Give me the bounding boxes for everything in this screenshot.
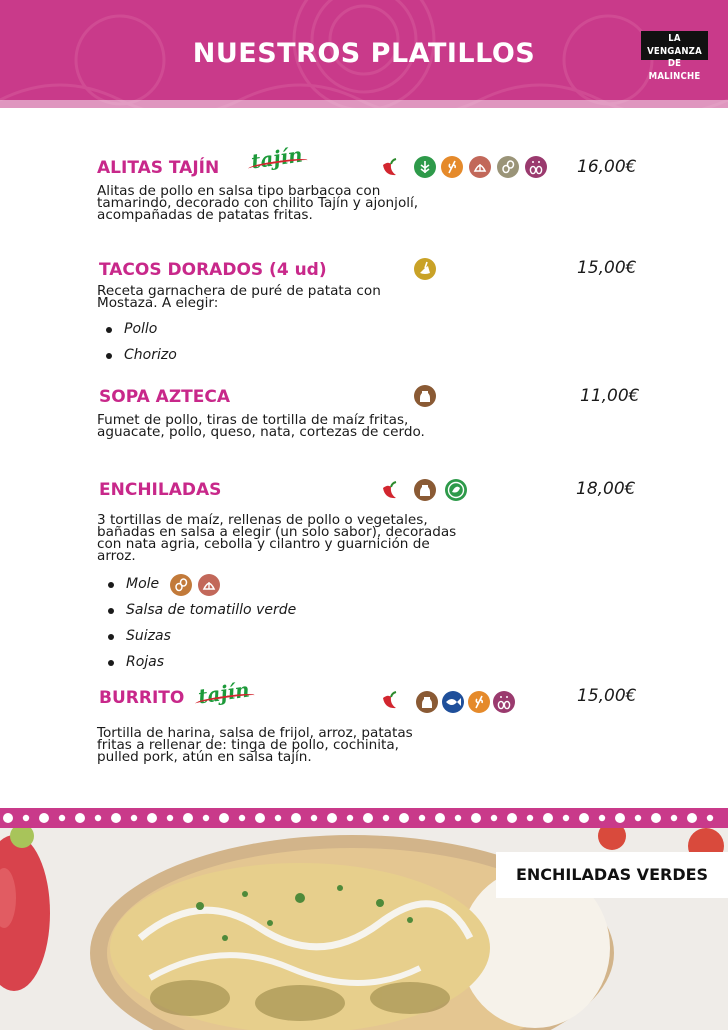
band-dot [635, 815, 641, 821]
desc-line: pulled pork, atún en salsa tajín. [97, 749, 312, 765]
dish-name: ALITAS TAJÍN [97, 158, 220, 178]
dish-price: 18,00€ [576, 479, 636, 499]
band-dot [707, 815, 713, 821]
option-item: Mole [126, 576, 160, 592]
desc-line: bañadas en salsa a elegir (un solo sabor), decoradas [97, 524, 457, 540]
band-dot [111, 813, 121, 823]
desc-line: Mostaza. A elegir: [97, 295, 219, 311]
band-dot [75, 813, 85, 823]
dots-pattern [0, 808, 728, 828]
brand-logo [641, 31, 708, 82]
dish-price: 16,00€ [577, 157, 637, 177]
band-dot [399, 813, 409, 823]
band-dot [507, 813, 517, 823]
desc-line: tamarindo, decorado con chilito Tajín y ajonjolí, [97, 195, 419, 211]
band-dot [275, 815, 281, 821]
band-dot [563, 815, 569, 821]
band-dot [23, 815, 29, 821]
photo-caption: ENCHILADAS VERDES [496, 852, 728, 898]
sesame-icon [525, 156, 547, 178]
dish-name: TACOS DORADOS (4 ud) [99, 260, 327, 280]
peanut-icon [170, 574, 192, 596]
band-dot [687, 813, 697, 823]
band-dot [291, 813, 301, 823]
option-item: Rojas [126, 654, 165, 670]
band-dot [363, 813, 373, 823]
band-dot [255, 813, 265, 823]
logo-line2: DE MALINCHE [648, 58, 701, 82]
band-dot [327, 813, 337, 823]
desc-line: arroz. [97, 548, 136, 564]
dish-description [97, 185, 418, 221]
vegetarian-icon [445, 479, 467, 501]
tajin-logo: tajín [249, 142, 304, 174]
dish-price: 15,00€ [577, 258, 637, 278]
band-dot [491, 815, 497, 821]
band-dot [419, 815, 425, 821]
chili-icon [379, 479, 401, 501]
desc-line: con nata agria, cebolla y cilantro y guarnición de [97, 536, 430, 552]
band-dot [147, 813, 157, 823]
desc-line: fritas a rellenar de: tinga de pollo, cochinita, [97, 737, 399, 753]
band-dot [471, 813, 481, 823]
dish-name: BURRITO [99, 688, 185, 708]
band-dot [59, 815, 65, 821]
option-item: Pollo [124, 321, 158, 337]
gluten-free-icon [414, 156, 436, 178]
band-dot [579, 813, 589, 823]
desc-line: Alitas de pollo en salsa tipo barbacoa con [97, 183, 381, 199]
sesame-icon [493, 691, 515, 713]
mustard-icon [414, 258, 436, 280]
dish-name: SOPA AZTECA [99, 387, 230, 407]
chili-icon [379, 689, 401, 711]
band-dot [527, 815, 533, 821]
peanut-icon [497, 156, 519, 178]
dairy-icon [198, 574, 220, 596]
desc-line: Receta garnachera de puré de patata con [97, 283, 381, 299]
band-dot [183, 813, 193, 823]
option-item: Salsa de tomatillo verde [126, 602, 297, 618]
band-dot [39, 813, 49, 823]
band-dot [131, 815, 137, 821]
fish-icon [442, 691, 464, 713]
tajin-logo: tajín [196, 677, 251, 709]
band-dot [615, 813, 625, 823]
band-dot [599, 815, 605, 821]
decorative-dots-band [0, 808, 728, 828]
desc-line: Tortilla de harina, salsa de frijol, arroz, patatas [97, 725, 413, 741]
milk-icon [414, 479, 436, 501]
dish-description [97, 414, 425, 438]
band-dot [671, 815, 677, 821]
page-title: NUESTROS PLATILLOS [192, 38, 536, 69]
chili-icon [379, 156, 401, 178]
desc-line: acompañadas de patatas fritas. [97, 207, 313, 223]
page-header [0, 0, 728, 108]
desc-line: aguacate, pollo, queso, nata, cortezas de cerdo. [97, 424, 425, 440]
option-item: Chorizo [124, 347, 177, 363]
dish-name: ENCHILADAS [99, 480, 222, 500]
desc-line: Fumet de pollo, tiras de tortilla de maíz fritas, [97, 412, 409, 428]
dish-description [97, 514, 456, 562]
band-dot [383, 815, 389, 821]
band-dot [167, 815, 173, 821]
logo-line1: LA VENGANZA [647, 33, 702, 57]
band-dot [435, 813, 445, 823]
desc-line: 3 tortillas de maíz, rellenas de pollo o vegetales, [97, 512, 428, 528]
milk-icon [416, 691, 438, 713]
band-dot [311, 815, 317, 821]
wheat-icon [441, 156, 463, 178]
band-dot [3, 813, 13, 823]
option-item: Suizas [126, 628, 171, 644]
milk-icon [414, 385, 436, 407]
band-dot [651, 813, 661, 823]
dish-price: 15,00€ [577, 686, 637, 706]
band-dot [203, 815, 209, 821]
wheat-icon [468, 691, 490, 713]
dairy-icon [469, 156, 491, 178]
band-dot [219, 813, 229, 823]
band-dot [239, 815, 245, 821]
dish-price: 11,00€ [580, 386, 640, 406]
dish-description [97, 285, 381, 309]
band-dot [95, 815, 101, 821]
band-dot [543, 813, 553, 823]
dish-description [97, 727, 413, 763]
band-dot [347, 815, 353, 821]
band-dot [455, 815, 461, 821]
